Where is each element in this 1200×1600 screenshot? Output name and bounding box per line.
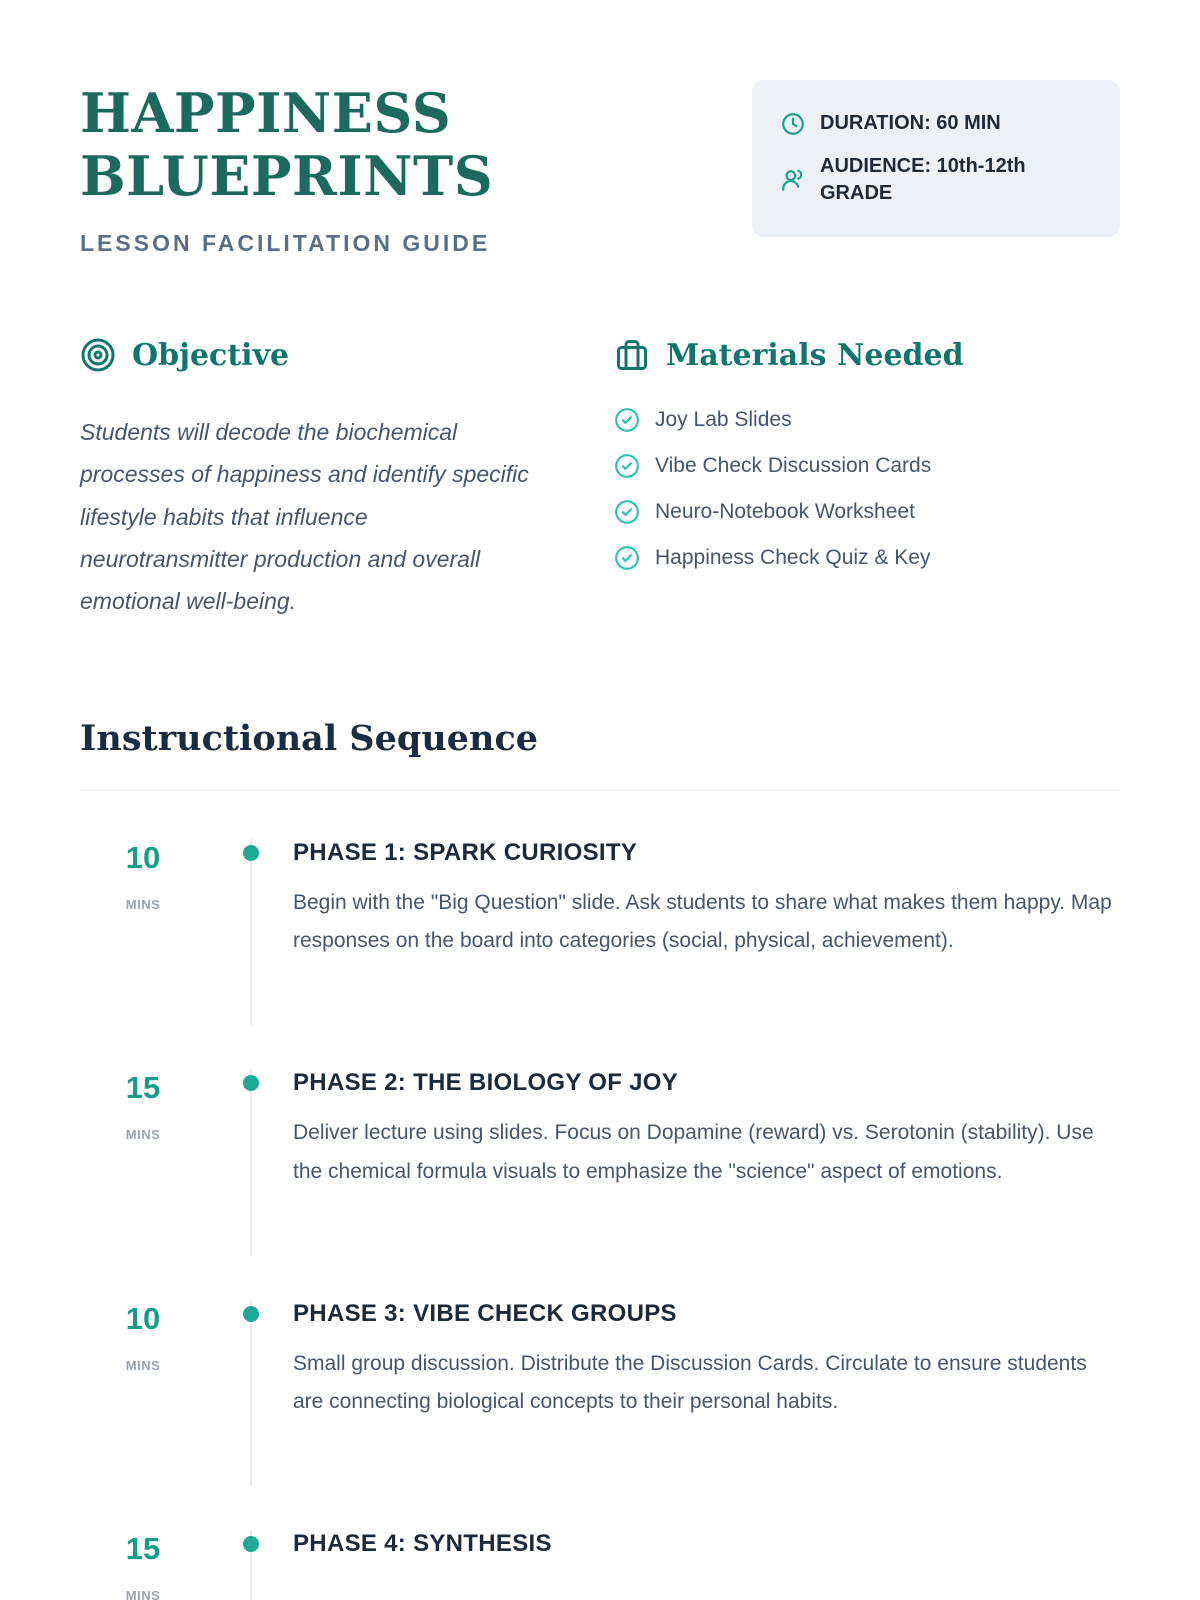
phase-time (80, 1300, 206, 1486)
phase-unit: MINS (125, 1127, 161, 1143)
phase-unit: MINS (125, 896, 161, 912)
audience-row (780, 153, 1092, 207)
check-circle-icon (614, 499, 640, 525)
phase-body (250, 1530, 1120, 1600)
material-item (614, 407, 1120, 433)
material-label: Neuro-Notebook Worksheet (655, 500, 915, 524)
phase-title: PHASE 2: THE BIOLOGY OF JOY (293, 1069, 679, 1097)
phase-item-3 (80, 1300, 1120, 1486)
phase-time (80, 1069, 206, 1255)
timeline-dot (243, 1306, 259, 1322)
phase-body (250, 839, 1120, 1025)
phase-duration: 10 (125, 839, 161, 875)
overview-section (80, 337, 1120, 621)
phase-list (80, 839, 1120, 1600)
phase-unit: MINS (125, 1357, 161, 1373)
materials-heading-row (614, 337, 1120, 373)
title-block (80, 82, 493, 257)
phase-item-4 (80, 1530, 1120, 1600)
header (80, 82, 1120, 257)
objective-column (80, 337, 540, 621)
phase-title: PHASE 4: SYNTHESIS (293, 1530, 552, 1558)
phase-unit: MINS (125, 1588, 161, 1600)
briefcase-icon (614, 337, 650, 373)
material-label: Joy Lab Slides (655, 408, 792, 432)
duration-label: DURATION: 60 MIN (820, 112, 1001, 134)
objective-text: Students will decode the biochemical processes of happiness and identify specific lifestyle habits that influence neurotransmitter production and overall emotional well-being. (80, 419, 529, 614)
materials-column (614, 337, 1120, 621)
duration-row (780, 110, 1092, 137)
check-circle-icon (614, 545, 640, 571)
users-icon (780, 167, 806, 193)
phase-time (80, 1530, 206, 1600)
timeline-dot (243, 845, 259, 861)
check-circle-icon (614, 453, 640, 479)
meta-box (752, 80, 1120, 237)
phase-duration: 10 (125, 1300, 161, 1336)
target-icon (80, 337, 116, 373)
phase-duration: 15 (125, 1531, 161, 1567)
objective-heading: Objective (132, 337, 290, 373)
phase-title: PHASE 3: VIBE CHECK GROUPS (293, 1299, 677, 1327)
materials-list (614, 407, 1120, 571)
phase-time (80, 839, 206, 1025)
page-title (80, 82, 493, 208)
phase-description: Deliver lecture using slides. Focus on Dopamine (reward) vs. Serotonin (stability). Use the chemical formula visuals to emphasize the "science" aspect of emotions. (293, 1121, 1094, 1183)
check-circle-icon (614, 407, 640, 433)
audience-label: AUDIENCE: 10th-12th GRADE (820, 155, 1026, 204)
phase-title: PHASE 1: SPARK CURIOSITY (293, 838, 638, 866)
phase-description: Begin with the "Big Question" slide. Ask students to share what makes them happy. Map responses on the board into categories (social, physical, achievement). (293, 890, 1112, 953)
page-subtitle: LESSON FACILITATION GUIDE (80, 230, 491, 257)
phase-item-2 (80, 1069, 1120, 1255)
timeline-dot (243, 1075, 259, 1091)
sequence-heading: Instructional Sequence (80, 718, 1120, 791)
clock-icon (780, 111, 806, 137)
sequence-section (80, 718, 1120, 1600)
page-title-line1: HAPPINESS (80, 81, 452, 145)
phase-body (250, 1069, 1120, 1255)
phase-body (250, 1300, 1120, 1486)
phase-duration: 15 (125, 1070, 161, 1106)
material-item (614, 453, 1120, 479)
material-label: Vibe Check Discussion Cards (655, 454, 932, 478)
timeline-dot (243, 1536, 259, 1552)
material-item (614, 545, 1120, 571)
objective-heading-row (80, 337, 540, 373)
page-title-line2: BLUEPRINTS (80, 144, 494, 209)
material-label: Happiness Check Quiz & Key (655, 546, 931, 570)
phase-item-1 (80, 839, 1120, 1025)
phase-description: Small group discussion. Distribute the Discussion Cards. Circulate to ensure students are connecting biological concepts to their personal habits. (293, 1351, 1087, 1414)
materials-heading: Materials Needed (666, 337, 964, 373)
material-item (614, 499, 1120, 525)
